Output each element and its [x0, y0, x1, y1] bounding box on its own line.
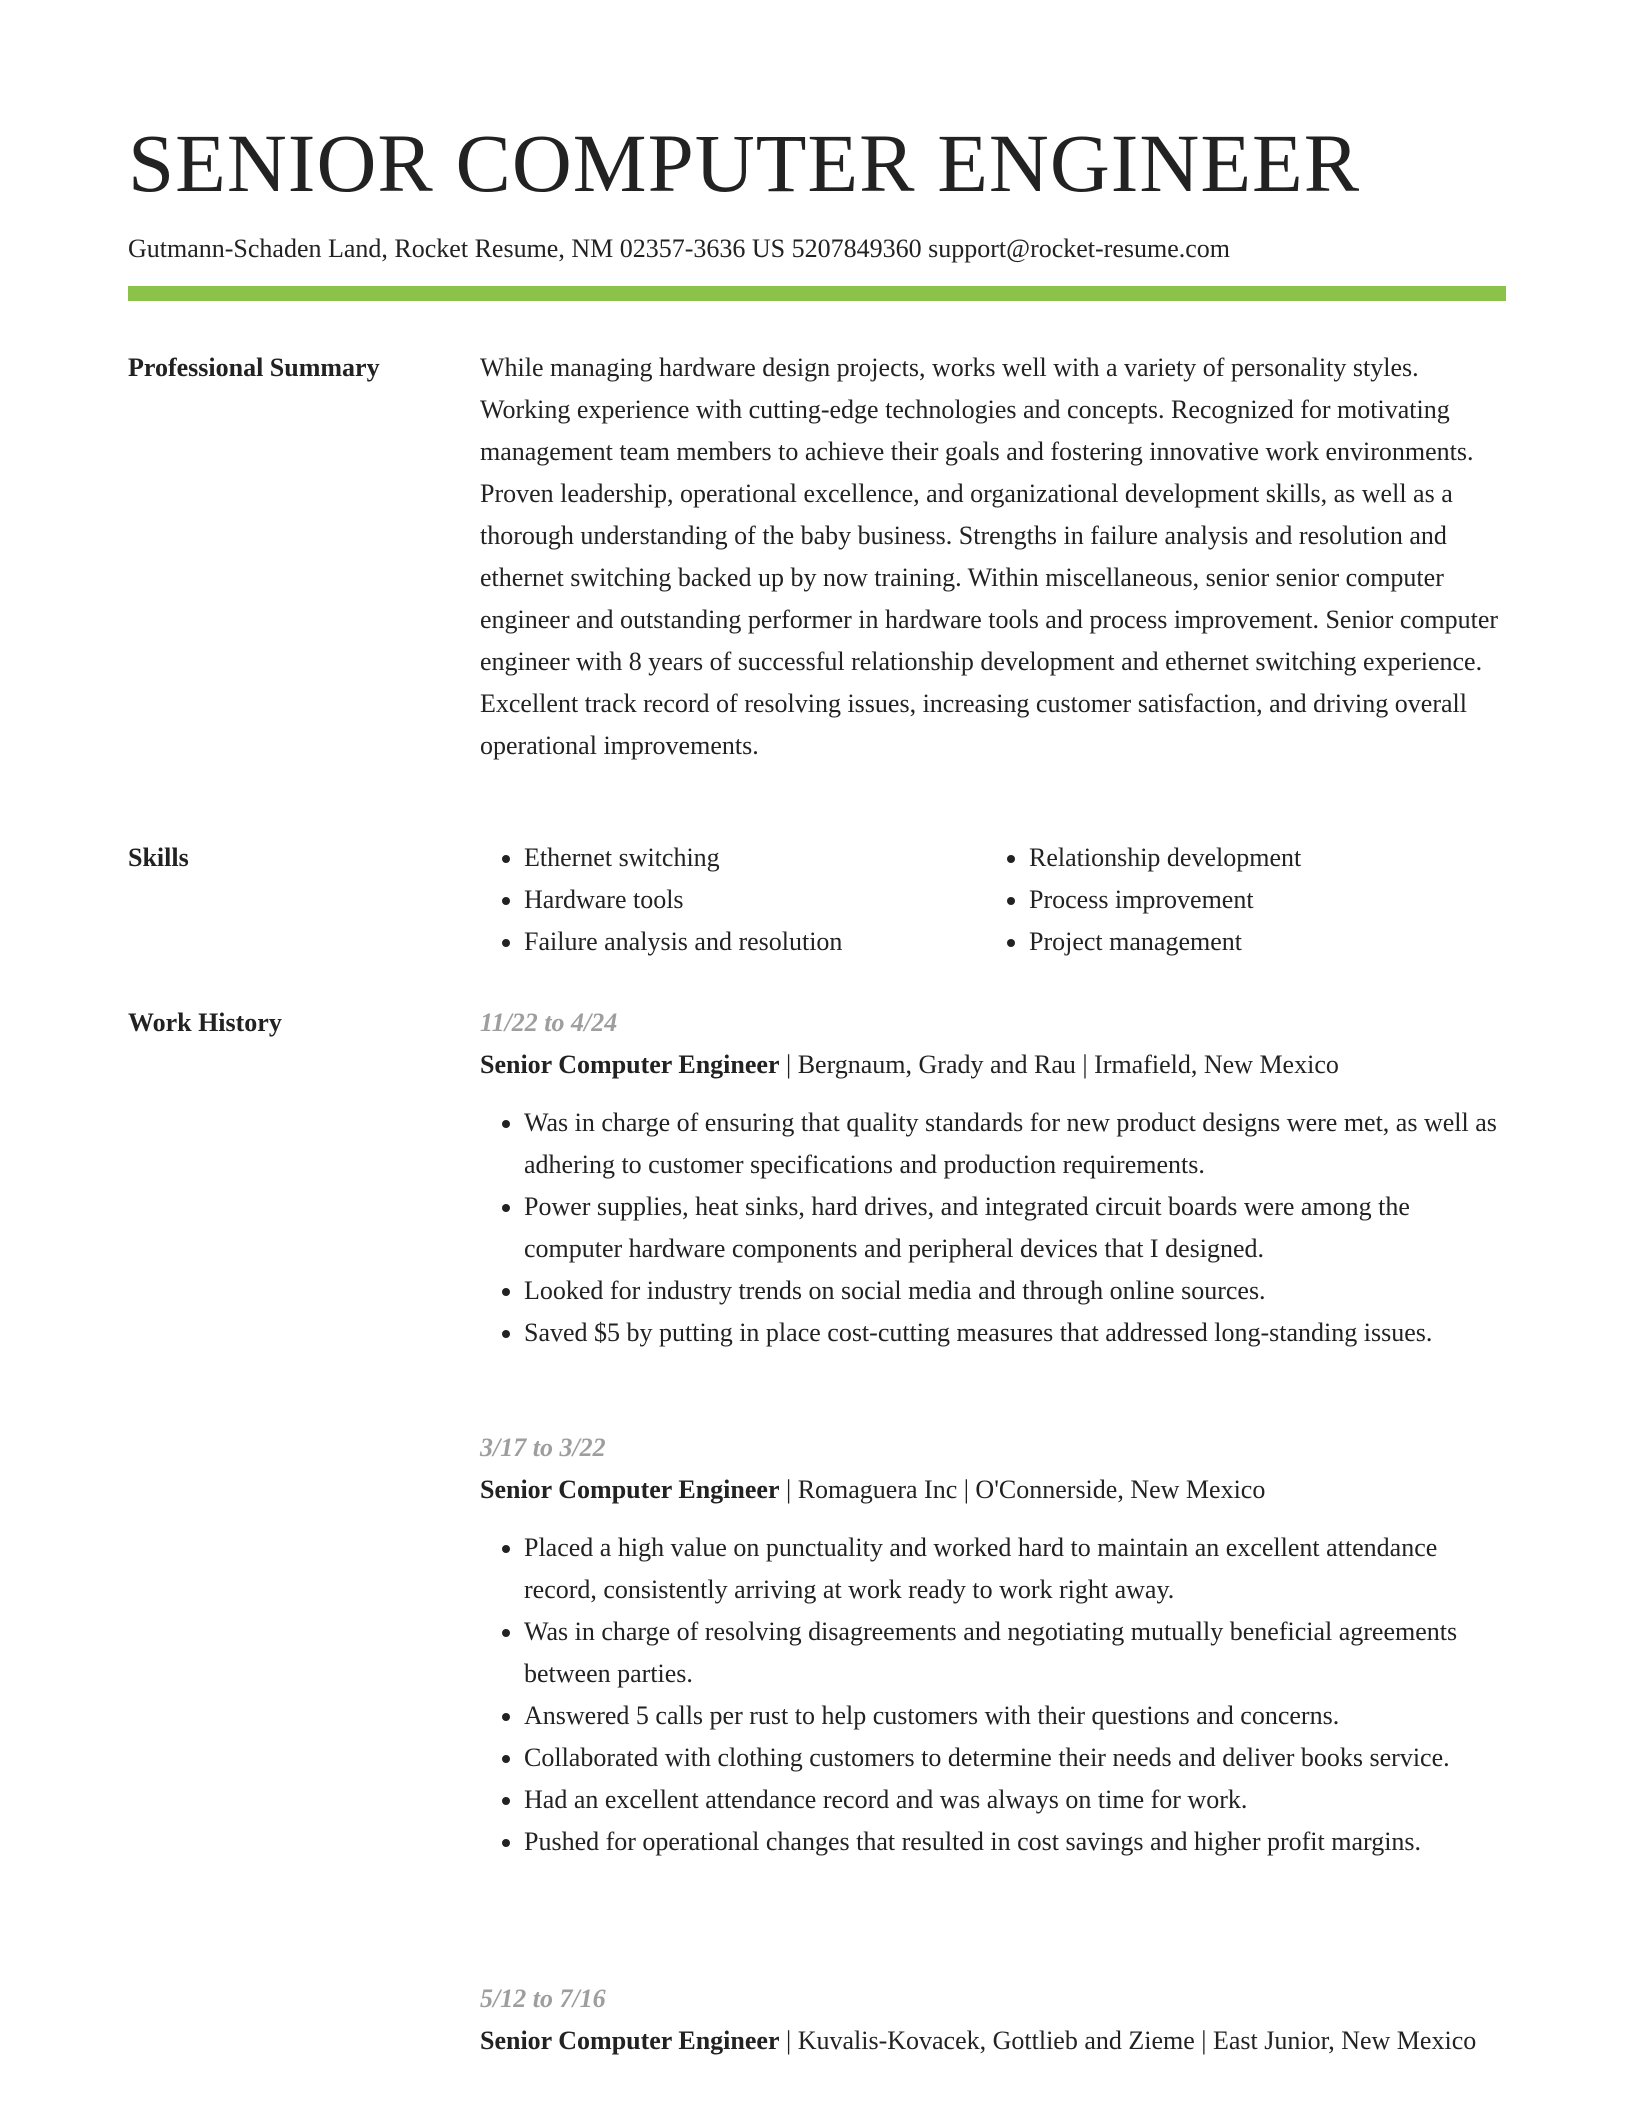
summary-body — [480, 347, 1506, 767]
contact-line: Gutmann-Schaden Land, Rocket Resume, NM 02357-3636 US 5207849360 support@rocket-resume.com — [128, 234, 1231, 263]
job-bullets — [480, 1527, 1506, 1863]
skill-item: • Failure analysis and resolution — [524, 921, 985, 963]
job-title: Senior Computer Engineer — [480, 2026, 780, 2055]
skill-item: • Ethernet switching — [524, 837, 985, 879]
job-details: | Romaguera Inc | O'Connerside, New Mexico — [779, 1475, 1266, 1504]
skill-item: • Project management — [1029, 921, 1490, 963]
job-bullet: • Power supplies, heat sinks, hard drives, and integrated circuit boards were among the computer hardware components and peripheral devices that I designed. — [524, 1186, 1506, 1270]
job-bullet: • Had an excellent attendance record and was always on time for work. — [524, 1779, 1506, 1821]
skills-body — [480, 837, 1506, 963]
skill-item: • Hardware tools — [524, 879, 985, 921]
job-entry — [480, 1427, 1506, 1863]
skill-item: • Relationship development — [1029, 837, 1490, 879]
skills-columns — [480, 837, 1506, 963]
section-label-summary: Professional Summary — [128, 353, 380, 382]
job-heading — [480, 1044, 1506, 1086]
job-bullet: • Looked for industry trends on social media and through online sources. — [524, 1270, 1506, 1312]
job-title: Senior Computer Engineer — [480, 1050, 780, 1079]
job-bullets — [480, 1102, 1506, 1354]
job-bullet: • Was in charge of ensuring that quality standards for new product designs were met, as well as adhering to customer specifications and production requirements. — [524, 1102, 1506, 1186]
section-label-work-history: Work History — [128, 1008, 282, 1037]
header-divider — [128, 286, 1506, 301]
job-heading — [480, 2020, 1506, 2062]
job-entry — [480, 1002, 1506, 1354]
summary-text: While managing hardware design projects, works well with a variety of personality styles. Working experience with cutting-edge technologies and concepts. Recognized for motivating management team members to achieve their goals and fostering innovative work environments. Proven leadership, operational excellence, and organizational development skills, as well as a thorough understanding of the baby business. Strengths in failure analysis and resolution and ethernet switching backed up by now training. Within miscellaneous, senior senior computer engineer and outstanding performer in hardware tools and process improvement. Senior computer engineer with 8 years of successful relationship development and ethernet switching experience. Excellent track record of resolving issues, increasing customer satisfaction, and driving overall operational improvements. — [480, 353, 1499, 760]
skills-column-left — [480, 837, 985, 963]
job-details: | Bergnaum, Grady and Rau | Irmafield, New Mexico — [779, 1050, 1339, 1079]
job-bullet: • Saved $5 by putting in place cost-cutting measures that addressed long-standing issues. — [524, 1312, 1506, 1354]
job-date: 5/12 to 7/16 — [480, 1984, 606, 2013]
job-date: 3/17 to 3/22 — [480, 1433, 606, 1462]
job-bullet: • Answered 5 calls per rust to help customers with their questions and concerns. — [524, 1695, 1506, 1737]
skills-column-right — [985, 837, 1490, 963]
job-heading — [480, 1469, 1506, 1511]
job-date: 11/22 to 4/24 — [480, 1008, 618, 1037]
job-bullet: • Placed a high value on punctuality and worked hard to maintain an excellent attendance record, consistently arriving at work ready to work right away. — [524, 1527, 1506, 1611]
job-entry — [480, 1978, 1506, 2062]
section-label-skills: Skills — [128, 843, 189, 872]
job-bullet: • Pushed for operational changes that resulted in cost savings and higher profit margins. — [524, 1821, 1506, 1863]
job-title: Senior Computer Engineer — [480, 1475, 780, 1504]
skill-item: • Process improvement — [1029, 879, 1490, 921]
job-details: | Kuvalis-Kovacek, Gottlieb and Zieme | East Junior, New Mexico — [779, 2026, 1477, 2055]
job-bullet: • Was in charge of resolving disagreements and negotiating mutually beneficial agreements between parties. — [524, 1611, 1506, 1695]
resume-title: SENIOR COMPUTER ENGINEER — [128, 117, 1361, 209]
job-bullet: • Collaborated with clothing customers to determine their needs and deliver books service. — [524, 1737, 1506, 1779]
